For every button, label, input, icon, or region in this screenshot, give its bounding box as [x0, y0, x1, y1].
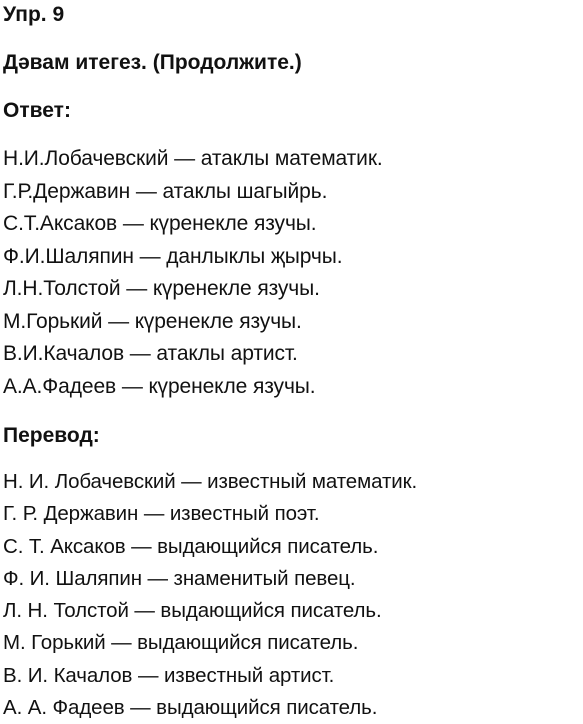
- translation-line: Н. И. Лобачевский — известный математик.: [3, 470, 418, 493]
- answer-line: Г.Р.Державин — атаклы шагыйрь.: [3, 179, 328, 203]
- translation-line: В. И. Качалов — известный артист.: [3, 663, 335, 687]
- answer-line: С.Т.Аксаков — күренекле язучы.: [3, 212, 317, 235]
- translation-line: М. Горький — выдающийся писатель.: [3, 631, 359, 655]
- translation-heading: Перевод:: [3, 424, 100, 447]
- answer-line: Ф.И.Шаляпин — данлыклы җырчы.: [3, 244, 343, 268]
- translation-line: Г. Р. Державин — известный поэт.: [3, 502, 320, 526]
- translation-line: Л. Н. Толстой — выдающийся писатель.: [3, 599, 382, 623]
- answer-heading: Ответ:: [3, 99, 71, 122]
- answer-line: А.А.Фадеев — күренекле язучы.: [3, 374, 316, 398]
- translation-line: С. Т. Аксаков — выдающийся писатель.: [3, 534, 379, 558]
- exercise-title: Упр. 9: [3, 3, 65, 26]
- task-instruction: Дәвам итегез. (Продолжите.): [3, 51, 302, 74]
- answer-line: М.Горький — күренекле язучы.: [3, 309, 302, 333]
- answer-line: В.И.Качалов — атаклы артист.: [3, 342, 298, 365]
- translation-line: Ф. И. Шаляпин — знаменитый певец.: [3, 566, 356, 590]
- translation-line: А. А. Фадеев — выдающийся писатель.: [3, 696, 378, 720]
- translation-list: [3, 466, 417, 724]
- answer-line: Л.Н.Толстой — күренекле язучы.: [3, 277, 320, 300]
- answer-line: Н.И.Лобачевский — атаклы математик.: [3, 147, 383, 170]
- answer-list: [3, 143, 383, 403]
